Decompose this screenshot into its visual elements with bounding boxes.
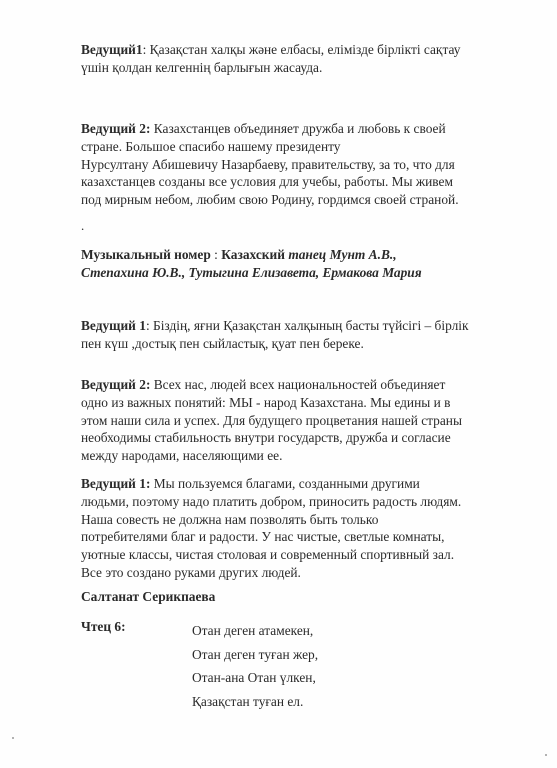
scan-speck [12, 737, 14, 739]
music-performers: Мунт А.В., [326, 247, 397, 262]
poem-line: Қазақстан туған ел. [192, 693, 304, 709]
paragraph-line: стране. Большое спасибо нашему президенту [81, 138, 341, 154]
reader-label: Чтец 6: [81, 619, 126, 634]
paragraph-line: потребителями благ и радости. У нас чистые, светлые комнаты, [81, 529, 445, 545]
scan-speck [545, 754, 547, 756]
author-name: Салтанат Серикпаева [81, 589, 216, 604]
paragraph-line: одно из важных понятий: МЫ - народ Казахстана. Мы едины и в [81, 394, 451, 410]
paragraph-host1-kazakh [81, 41, 511, 77]
paragraph-line: между народами, населяющими ее. [81, 448, 283, 464]
paragraph-host1-kazakh-2 [81, 317, 511, 353]
speaker-label: Ведущий1 [81, 42, 143, 57]
stray-dot: . [81, 218, 85, 233]
speaker-label: Ведущий 1: [81, 476, 151, 491]
paragraph-line: под мирным небом, любим свою Родину, гордимся своей страной. [81, 192, 459, 208]
speaker-label: Ведущий 2: [81, 377, 151, 392]
paragraph-host2-russian-2 [81, 376, 511, 465]
paragraph-text: Казахстанцев объединяет дружба и любовь к своей [150, 121, 446, 136]
music-label: Музыкальный номер [81, 247, 211, 262]
poem-line: Отан деген атамекен, [192, 623, 314, 638]
paragraph-line [81, 41, 511, 59]
music-line [81, 246, 511, 264]
paragraph-text: Мы пользуемся благами, созданными другими [150, 476, 420, 491]
music-dance: танец [284, 247, 327, 262]
music-number [81, 246, 511, 282]
paragraph-line: казахстанцев созданы все условия для учебы, работы. Мы живем [81, 174, 453, 190]
paragraph-line: этом наши сила и успех. Для будущего процветания нашей страны [81, 412, 462, 428]
paragraph-line: Все это создано руками других людей. [81, 564, 301, 580]
paragraph-line: үшін қолдан келгеннің барлығын жасауда. [81, 59, 323, 75]
paragraph-line: Наша совесть не должна нам позволять быть только [81, 511, 379, 527]
paragraph-line [81, 120, 511, 138]
speaker-label: Ведущий 2: [81, 121, 151, 136]
poem-line: Отан деген туған жер, [192, 646, 319, 662]
paragraph-line [81, 317, 511, 335]
poem [192, 619, 318, 713]
paragraph-line: пен күш ,достық пен сыйластық, қуат пен береке. [81, 335, 364, 351]
paragraph-text: Всех нас, людей всех национальностей объединяет [150, 377, 446, 392]
paragraph-host2-russian [81, 120, 511, 209]
paragraph-text: : Қазақстан халқы және елбасы, елімізде бірлікті сақтау [142, 42, 461, 57]
music-separator: : [210, 247, 222, 262]
poem-line: Отан-ана Отан үлкен, [192, 670, 316, 686]
paragraph-line: необходимы стабильность внутри государств, дружба и согласие [81, 430, 451, 446]
paragraph-line: людьми, поэтому надо платить добром, приносить радость людям. [81, 493, 462, 509]
paragraph-line [81, 475, 511, 493]
music-title: Казахский [221, 247, 285, 262]
paragraph-text: : Біздің, яғни Қазақстан халқының басты түйсігі – бірлік [145, 318, 469, 333]
paragraph-line [81, 376, 511, 394]
paragraph-host1-russian [81, 475, 511, 582]
paragraph-line: уютные классы, чистая столовая и современный спортивный зал. [81, 547, 455, 563]
speaker-label: Ведущий 1 [81, 318, 146, 333]
music-performers-line: Степахина Ю.В., Тутыгина Елизавета, Ермакова Мария [81, 264, 422, 280]
paragraph-line: Нурсултану Абишевичу Назарбаеву, правительству, за то, что для [81, 156, 455, 172]
